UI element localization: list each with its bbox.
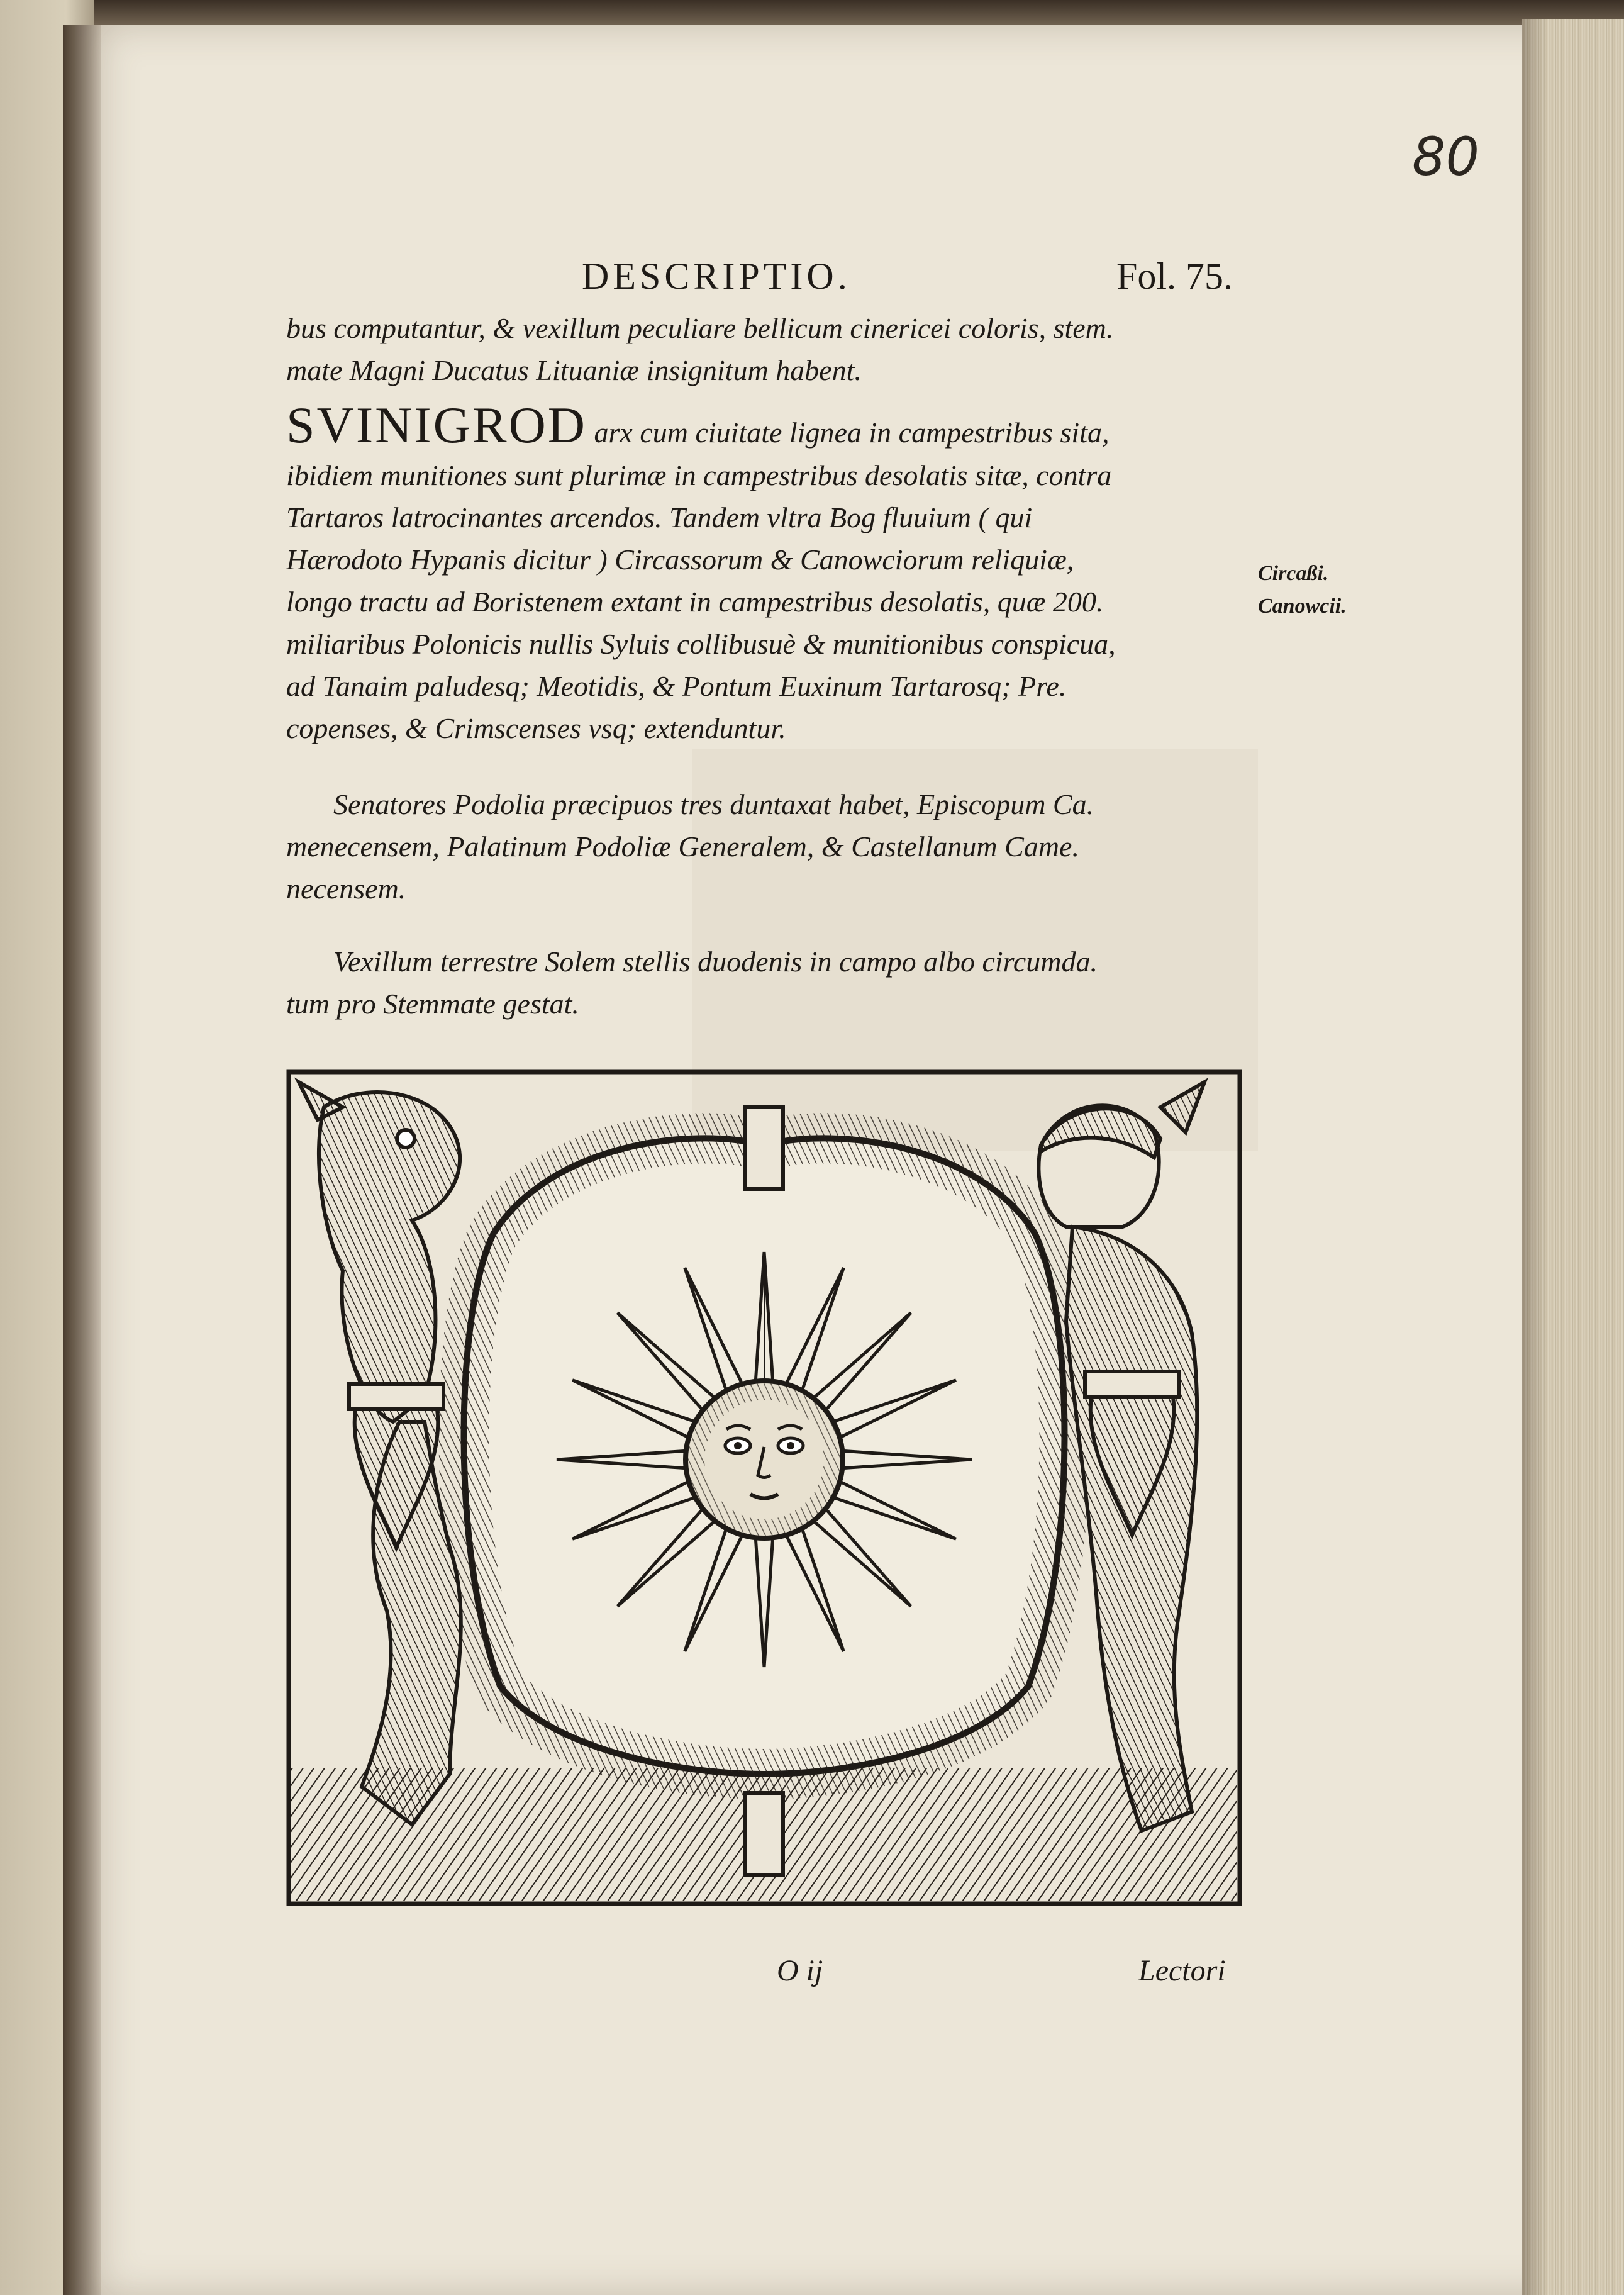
text-line: copenses, & Crimscenses vsq; extenduntur. <box>286 712 786 744</box>
margin-note: Circaßi. <box>1258 562 1329 585</box>
margin-note: Canowcii. <box>1258 595 1347 618</box>
paragraph-2 <box>286 396 1249 749</box>
sun-face <box>686 1381 843 1538</box>
text-line: Vexillum terrestre Solem stellis duodenis in campo albo circumda. <box>333 946 1098 978</box>
text-line: longo tractu ad Boristenem extant in campestribus desolatis, quæ 200. <box>286 586 1104 618</box>
wreath-clasp-top <box>745 1107 783 1189</box>
text-line: mate Magni Ducatus Lituaniæ insignitum habent. <box>286 354 862 386</box>
signature-mark: O ij <box>777 1954 823 1987</box>
text-line: bus computantur, & vexillum peculiare bellicum cinericei coloris, stem. <box>286 312 1114 344</box>
text-line: Tartaros latrocinantes arcendos. Tandem vltra Bog fluuium ( qui <box>286 501 1033 533</box>
paragraph-1 <box>286 307 1249 391</box>
woodcut-illustration <box>286 1069 1242 1906</box>
text-line: ad Tanaim paludesq; Meotidis, & Pontum Euxinum Tartarosq; Pre. <box>286 670 1067 702</box>
wreath-clasp-bottom <box>745 1793 783 1875</box>
text-line: Hærodoto Hypanis dicitur ) Circassorum & Canowciorum reliquiæ, <box>286 544 1074 576</box>
text-line-first <box>286 396 1249 454</box>
book-gutter <box>63 25 101 2295</box>
first-line-rest: arx cum ciuitate lignea in campestribus sita, <box>594 416 1110 449</box>
handwritten-page-number: 80 <box>1412 126 1479 187</box>
paragraph-3 <box>286 783 1249 910</box>
running-title: DESCRIPTIO. <box>582 255 851 297</box>
text-line: tum pro Stemmate gestat. <box>286 988 579 1020</box>
text-line: necensem. <box>286 873 406 905</box>
paragraph-4 <box>286 941 1249 1025</box>
text-line: miliaribus Polonicis nullis Syluis collibusuè & munitionibus conspicua, <box>286 628 1116 660</box>
catchword: Lectori <box>1138 1954 1226 1987</box>
text-line: Senatores Podolia præcipuos tres duntaxat habet, Episcopum Ca. <box>333 788 1094 820</box>
text-line: ibidiem munitiones sunt plurimæ in campestribus desolatis sitæ, contra <box>286 459 1112 491</box>
text-line: menecensem, Palatinum Podoliæ Generalem, & Castellanum Came. <box>286 830 1079 863</box>
folio-number: Fol. 75. <box>1116 255 1233 297</box>
fore-edge-shadow <box>1522 19 1547 2295</box>
initial-word: SVINIGROD <box>286 396 587 454</box>
